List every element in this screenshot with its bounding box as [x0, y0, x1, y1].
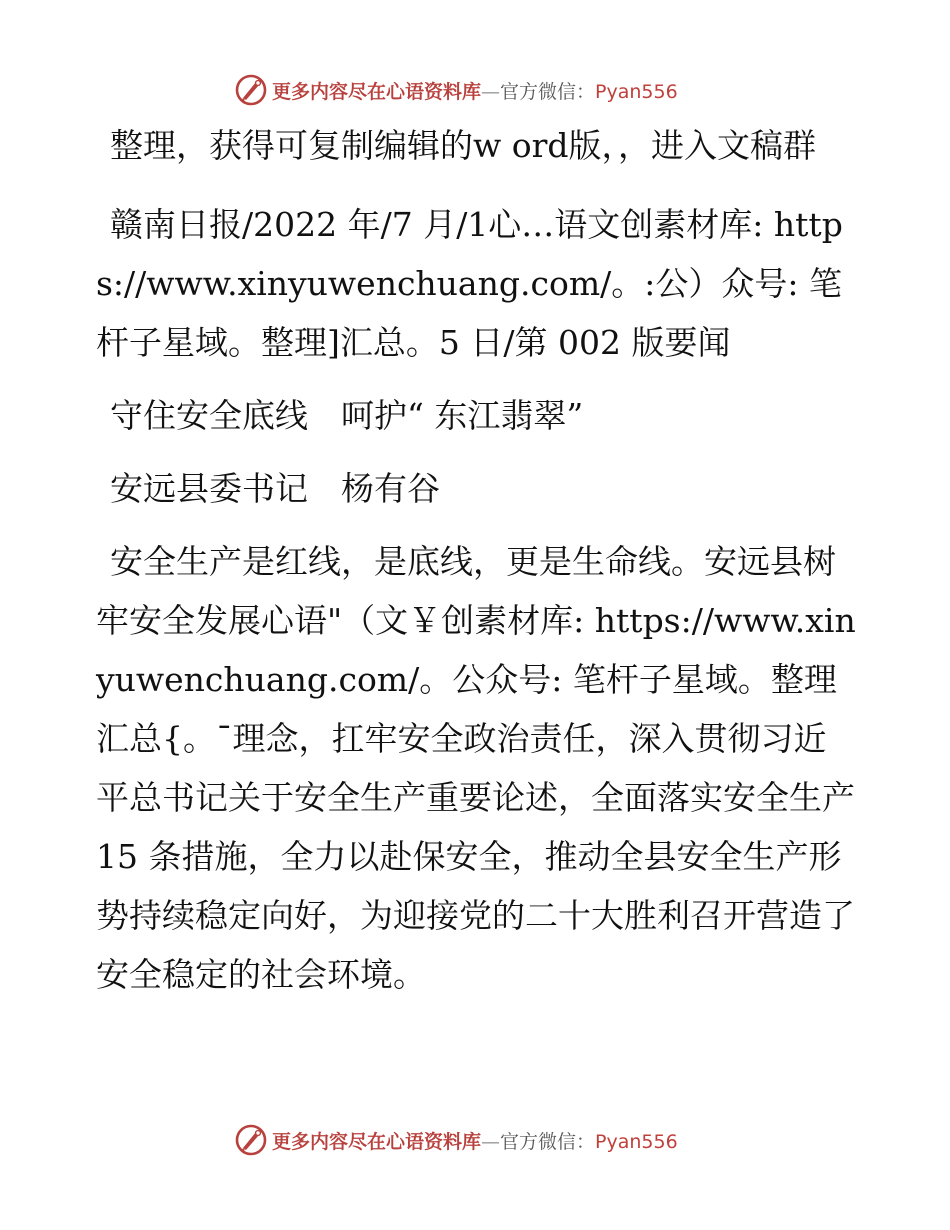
watermark-id: Pyan556 [595, 1130, 678, 1153]
quill-pen-logo-icon [234, 1123, 268, 1157]
footer-watermark [234, 1122, 754, 1158]
document-body [96, 116, 856, 1024]
watermark-dash: — [481, 80, 501, 103]
watermark-official: 官方微信： [500, 80, 596, 103]
article-title: 守住安全底线 呵护“ 东江翡翠” [110, 396, 584, 435]
watermark-text [272, 77, 678, 104]
watermark-text [272, 1127, 678, 1154]
quill-pen-logo-icon [234, 73, 268, 107]
article-author: 安远县委书记 杨有谷 [110, 469, 440, 508]
watermark-main: 更多内容尽在心语资料库 [272, 80, 482, 103]
paragraph-source: 赣南日报/2022 年/7 月/1心…语文创素材库: https://www.xinyuwenchuang.com/。:公）众号: 笔杆子星域。整理]汇总。5 日/第 002 版要闻 [96, 205, 843, 362]
watermark-main: 更多内容尽在心语资料库 [272, 1130, 482, 1153]
paragraph-intro: 整理，获得可复制编辑的w ord版，，进入文稿群 [110, 126, 817, 165]
watermark-dash: — [481, 1130, 501, 1153]
watermark-id: Pyan556 [595, 80, 678, 103]
paragraph-body: 安全生产是红线，是底线，更是生命线。安远县树牢安全发展心语"（文￥创素材库: https://www.xinyuwenchuang.com/。公众号: 笔杆子星域。整理汇总{。¯理念，扛牢安全政治责任，深入贯彻习近平总书记关于安全生产重要论述，全面落实安全生产 15 条措施，全力以赴保安全，推动全县安全生产形势持续稳定向好，为迎接党的二十大胜利召开营造了安全稳定的社会环境。 [96, 542, 856, 994]
watermark-official: 官方微信： [500, 1130, 596, 1153]
header-watermark [234, 72, 754, 108]
